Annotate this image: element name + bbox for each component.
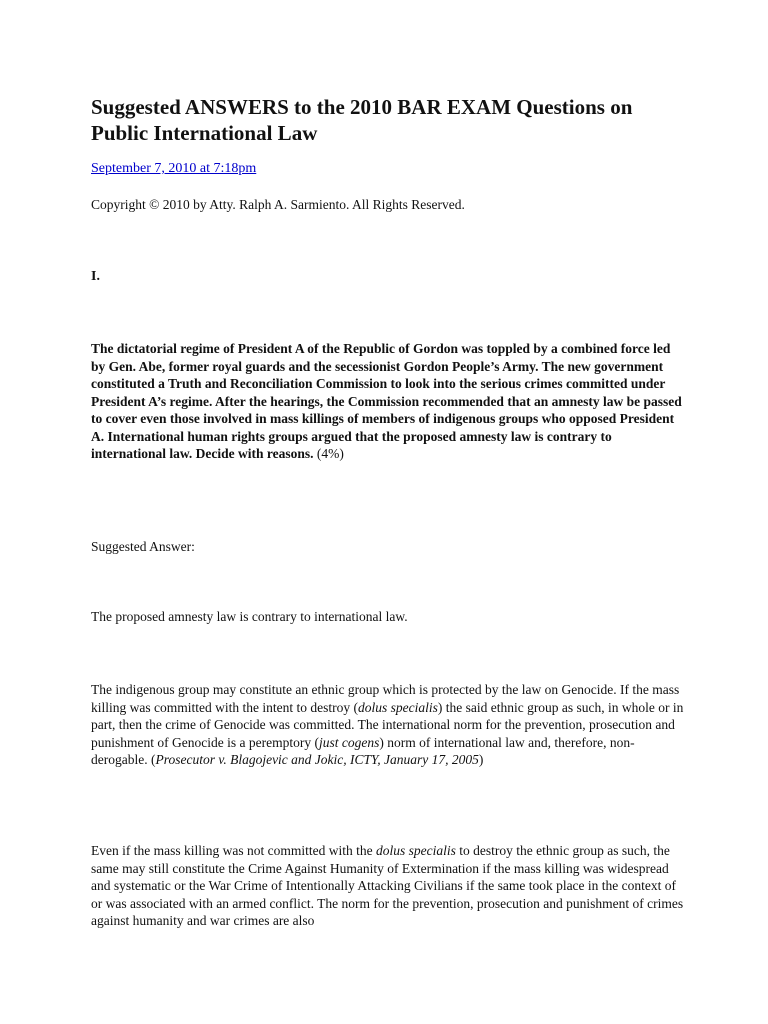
- page-title: Suggested ANSWERS to the 2010 BAR EXAM Questions on Public International Law: [91, 95, 633, 145]
- para1-text-4: ): [478, 752, 484, 768]
- section-numeral: I.: [91, 269, 100, 284]
- question-weight: (4%): [313, 446, 344, 461]
- post-date-link[interactable]: September 7, 2010 at 7:18pm: [91, 161, 257, 176]
- answer-paragraph-1: [91, 681, 686, 769]
- answer-statement: The proposed amnesty law is contrary to international law.: [91, 609, 408, 624]
- bar-question: [91, 340, 686, 463]
- suggested-answer-heading: Suggested Answer:: [91, 539, 195, 554]
- question-text: The dictatorial regime of President A of the Republic of Gordon was toppled by a combined force led by Gen. Abe, former royal guards and the secessionist Gordon People’s Army. The new government constituted a Truth and Reconciliation Commission to look into the serious crimes committed under President A’s regime. After the hearings, the Commission recommended that an amnesty law be passed to cover even those involved in mass killings of members of indigenous groups who opposed President A. International human rights groups argued that the proposed amnesty law is contrary to international law. Decide with reasons.: [91, 341, 682, 461]
- para2-text-1: Even if the mass killing was not committed with the: [91, 843, 376, 858]
- para1-text-1: The indigenous group may constitute an ethnic group which is protected by the law on Genocide. If the mass killing was committed with the intent to destroy (: [91, 682, 680, 715]
- answer-paragraph-2: [91, 842, 686, 930]
- para1-citation: Prosecutor v. Blagojevic and Jokic, ICTY, January 17, 2005: [155, 752, 479, 768]
- para1-text-3: ) norm of international law and, therefore, non-derogable. (: [91, 734, 635, 768]
- para1-italic-1: dolus specialis: [357, 699, 438, 715]
- para1-text-2: ) the said ethnic group as such, in whole or in part, then the crime of Genocide was committed. The international norm for the prevention, prosecution and punishment of Genocide is a peremptory (: [91, 699, 684, 750]
- para2-text-2: to destroy the ethnic group as such, the same may still constitute the Crime Against Humanity of Extermination if the mass killing was widespread and systematic or the War Crime of Intentionally Attacking Civilians if the same took place in the context of or was associated with an armed conflict. The norm for the prevention, prosecution and punishment of crimes against humanity and war crimes are also: [91, 843, 684, 929]
- copyright-notice: Copyright © 2010 by Atty. Ralph A. Sarmiento. All Rights Reserved.: [91, 197, 465, 212]
- para2-italic-1: dolus specialis: [375, 843, 456, 858]
- para1-italic-2: just cogens: [318, 734, 380, 750]
